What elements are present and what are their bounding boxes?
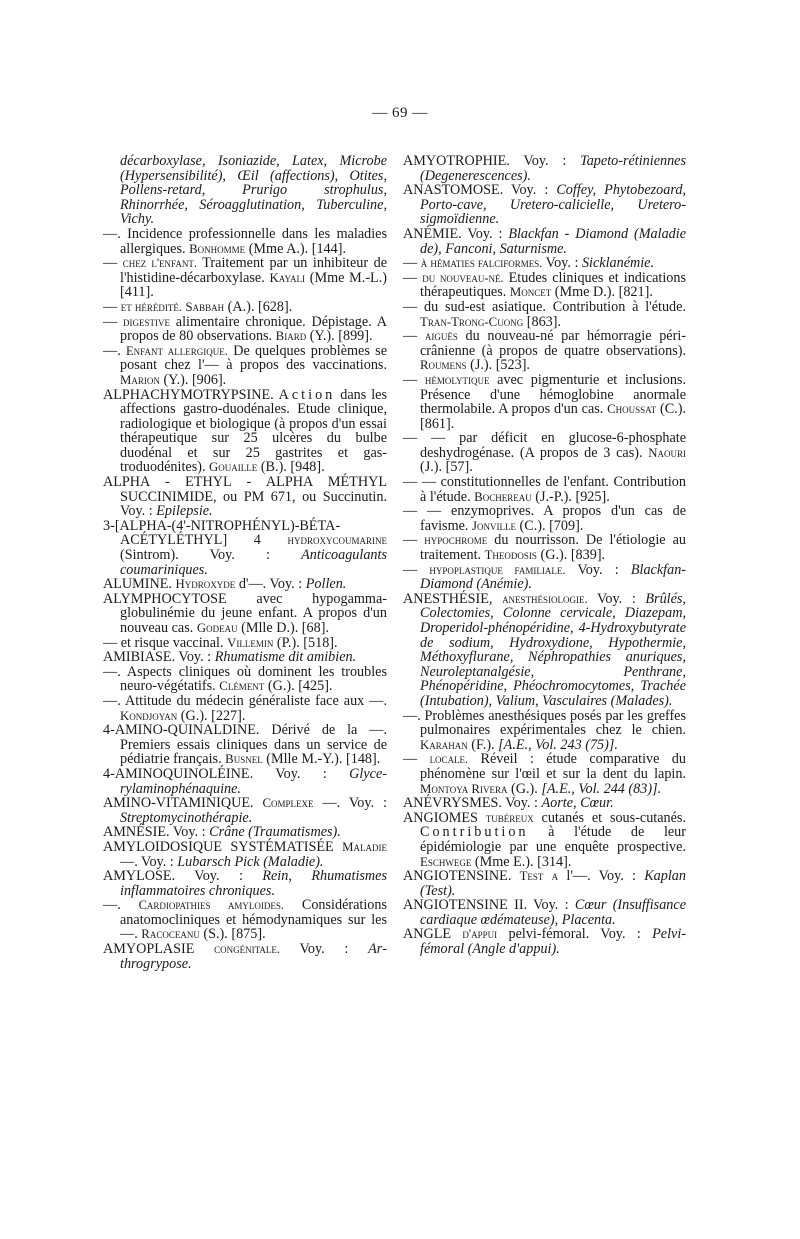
entry-text: AMYLOSE. Voy. :	[103, 868, 263, 885]
index-entry	[403, 796, 686, 811]
index-entry	[403, 752, 686, 796]
entry-text: hémolytique	[424, 372, 490, 387]
index-entry	[403, 475, 686, 504]
cross-reference-text: Kaplan (Test).	[420, 868, 686, 899]
entry-text: ANGIOTENSINE.	[403, 868, 520, 885]
cross-reference-text: Aorte, Cœur.	[541, 795, 614, 812]
entry-text: Voy. :	[280, 941, 369, 958]
left-column	[103, 154, 387, 971]
entry-text: (J.). [523].	[466, 357, 530, 374]
entry-text: —	[103, 298, 121, 315]
index-entry	[103, 519, 387, 577]
author-name: Godeau	[196, 621, 238, 635]
author-name: Test	[519, 869, 544, 884]
entry-text: hydroxycoumarine	[287, 533, 387, 548]
entry-text: (C.). [861].	[420, 401, 686, 432]
entry-text: —	[403, 255, 421, 272]
index-entry	[103, 388, 387, 476]
author-name: Theodosis	[484, 548, 537, 563]
entry-text: (G.). [425].	[264, 678, 333, 695]
entry-text: Traitement par un inhibiteur de l'histidine-décarboxylase.	[120, 255, 388, 286]
author-name: Sabbah	[185, 299, 225, 314]
cross-reference-text: Blackfan-Diamond (Anémie).	[420, 561, 687, 593]
index-entry	[403, 154, 686, 183]
entry-text: (Mlle D.). [68].	[237, 620, 329, 636]
cross-reference-text: Rhumatisme dit amibien.	[214, 649, 357, 666]
entry-text: —	[403, 532, 425, 549]
entry-text: anesthésiologie.	[502, 591, 588, 606]
author-name: Jonville	[472, 518, 516, 533]
index-entry	[403, 811, 686, 869]
cross-reference-text: [A.E., Vol. 244 (83)].	[541, 780, 662, 797]
index-entry	[403, 927, 686, 956]
entry-text: Voy. :	[587, 590, 646, 607]
entry-text: AMIBIASE. Voy. :	[103, 649, 215, 666]
index-entry	[403, 709, 686, 753]
index-entry	[103, 650, 387, 665]
entry-text: d'—. Voy. :	[235, 576, 306, 593]
entry-text: — du sud-est asiatique. Contribution à l'étude.	[403, 298, 686, 315]
author-name: Bochereau	[474, 489, 532, 504]
author-name: Montoya Rivera	[420, 781, 508, 796]
entry-text: et hérédité.	[120, 299, 182, 314]
entry-text: (Mme D.). [821].	[551, 284, 653, 301]
entry-text: —. Aspects cliniques où dominent les troubles neuro-végétatifs.	[103, 663, 387, 695]
author-name: Racoceanu	[141, 927, 200, 942]
cross-reference-text: Streptomycinothérapie.	[120, 809, 253, 826]
entry-text: hypoplastique familiale.	[429, 562, 566, 577]
cross-reference-text: Glycerylaminophénaquine.	[120, 765, 387, 797]
entry-text: (P.). [518].	[273, 634, 338, 651]
entry-text: dans les affections gastro-duodénales. Etude clinique, radiologique et biologique (à propos d'un essai thérapeutique sur 25 ulcères du bulbe duodénal et sur 25 gastrites et gastroduodénites).	[120, 386, 387, 476]
index-entry	[403, 533, 686, 562]
entry-text: (A.). [628].	[224, 298, 293, 315]
entry-text: —	[103, 255, 123, 272]
entry-text: (J.-P.). [925].	[531, 488, 610, 505]
entry-text: digestive	[122, 314, 170, 329]
entry-text: ALUMINE.	[103, 576, 176, 593]
entry-text: ALPHACHYMOTRYPSINE.	[103, 386, 279, 403]
entry-text: 3-[ALPHA-(4'-NITROPHÉNYL)-BÉTA-ACÉTYLÉTHYL] 4	[103, 517, 341, 549]
entry-text: —	[403, 561, 430, 578]
author-name: Naouri	[648, 445, 686, 460]
cross-reference-text: Pollen.	[305, 576, 347, 593]
index-entry	[103, 694, 387, 723]
entry-text: (Y.). [899].	[306, 328, 373, 345]
entry-text: —	[103, 313, 123, 330]
entry-text: —.	[103, 342, 127, 359]
entry-text: ANGLE	[403, 926, 463, 943]
index-entry	[103, 796, 387, 825]
entry-text: AMYLOIDOSIQUE SYSTÉMATISÉE	[103, 838, 343, 855]
index-entry	[403, 563, 686, 592]
author-name: Kayali	[269, 270, 305, 285]
index-entry	[103, 227, 387, 256]
entry-text: Contribution	[420, 824, 529, 841]
index-entry	[103, 665, 387, 694]
entry-text: —	[403, 371, 425, 388]
entry-text: 4-AMINOQUINOLÉINE. Voy. :	[103, 765, 350, 782]
author-name: Clément	[219, 679, 265, 694]
entry-text: chez l'enfant.	[122, 256, 197, 271]
entry-text: (C.). [709].	[515, 517, 584, 534]
index-entry	[403, 373, 686, 431]
entry-text: (Mme M.-L.) [411].	[120, 269, 387, 301]
cross-reference-text: décarboxylase, Isoniazide, Latex, Microbe (Hypersensibilité), Œil (affections), Otites, Pollens-retard, Prurigo strophulus, Rhinorrhée, Séroagglutination, Tuberculine, Vichy.	[120, 153, 387, 228]
entry-text: —. Incidence professionnelle dans les maladies allergiques.	[103, 225, 387, 257]
entry-text: d'appui	[462, 927, 498, 942]
entry-text: AMINO-VITAMINIQUE.	[103, 795, 263, 812]
author-name: Maladie	[342, 839, 387, 854]
page-number: — 69 —	[372, 105, 428, 121]
index-entry	[403, 592, 686, 709]
index-entry	[103, 577, 387, 592]
entry-text: — et risque vaccinal.	[103, 634, 228, 651]
entry-text: (S.). [875].	[199, 926, 266, 943]
index-entry	[103, 315, 387, 344]
author-name: Hydroxyde	[175, 577, 236, 592]
index-entry	[103, 840, 387, 869]
author-name: Roumens	[420, 358, 467, 373]
entry-text: avec pigmenturie et inclusions. Présence d'une hémoglobine anormale thermolabile. A propos d'un cas.	[420, 371, 686, 418]
entry-text: (F.).	[467, 736, 499, 753]
entry-text: ANESTHÉSIE,	[403, 590, 503, 607]
author-name: Gouaille	[209, 460, 258, 475]
entry-text: tubéreux	[485, 810, 534, 825]
cross-reference-text: Anticoagulants coumariniques.	[120, 547, 387, 578]
index-entry	[103, 154, 387, 227]
entry-text: pelvi-fémoral. Voy. :	[497, 926, 653, 943]
entry-text: (G.).	[507, 780, 542, 797]
entry-text: — — enzymoprives. A propos d'un cas de favisme.	[403, 503, 686, 534]
author-name: Busnel	[225, 752, 263, 767]
author-name: Moncet	[509, 285, 552, 300]
entry-text: AMYOTROPHIE. Voy. :	[403, 153, 581, 169]
entry-text: —	[403, 328, 425, 345]
entry-text: à hématies falciformes.	[420, 256, 543, 271]
entry-text: (G.). [227].	[177, 707, 246, 724]
author-name: Villemin	[227, 635, 274, 650]
index-entry	[403, 300, 686, 329]
cross-reference-text: Pelvi-fémoral (Angle d'appui).	[420, 926, 686, 958]
index-entry	[403, 271, 686, 300]
entry-text: De quelques problèmes se posant chez l'— à propos des vaccinations.	[120, 342, 387, 374]
entry-text: Voy. :	[542, 255, 582, 272]
author-name: Choussat	[607, 402, 657, 417]
index-entry	[103, 300, 387, 315]
author-name: Biard	[275, 329, 307, 344]
entry-text: ANGIOTENSINE II. Voy. :	[403, 897, 575, 914]
entry-text: —	[403, 751, 430, 768]
cross-reference-text: [A.E., Vol. 243 (75)].	[498, 736, 618, 753]
index-entry	[103, 767, 387, 796]
index-entry	[403, 329, 686, 373]
entry-text: Réveil : étude comparative du phénomène sur l'œil et sur la dent du lapin.	[420, 751, 686, 782]
index-entry	[103, 475, 387, 519]
entry-text: [863].	[523, 313, 562, 330]
entry-text: aiguës	[424, 329, 458, 344]
entry-text: —.	[103, 897, 139, 914]
entry-text: —. Problèmes anesthésiques posés par les greffes pulmonaires expérimentales chez le chien.	[403, 707, 686, 739]
entry-text: Action	[278, 386, 336, 403]
entry-text: — — par déficit en glucose-6-phosphate deshydrogénase. (A propos de 3 cas).	[403, 430, 686, 461]
index-entry	[403, 227, 686, 256]
entry-text: (Mlle M.-Y.). [148].	[262, 751, 381, 768]
cross-reference-text: Lubarsch Pick (Maladie).	[177, 853, 324, 870]
entry-text: hypochrome	[424, 533, 488, 548]
cross-reference-text: Epilepsie.	[156, 503, 213, 520]
entry-text: a	[551, 869, 559, 884]
entry-text: (Sintrom). Voy. :	[120, 547, 302, 564]
index-entry	[403, 431, 686, 475]
entry-text: alimentaire chronique. Dépistage. A propos de 80 observations.	[120, 313, 387, 345]
cross-reference-text: Blackfan - Diamond (Maladie de), Fanconi, Saturnisme.	[420, 225, 686, 257]
index-entry	[103, 825, 387, 840]
cross-reference-text: Arthrogrypose.	[120, 941, 387, 972]
entry-text: (Y.). [906].	[159, 371, 227, 388]
cross-reference-text: Coffey, Phytobezoard, Porto-cave, Uretero-calicielle, Uretero-sigmoïdienne.	[420, 182, 687, 228]
index-entry	[103, 592, 387, 636]
entry-text: Etudes cliniques et indications thérapeutiques.	[420, 269, 687, 301]
author-name: Karahan	[420, 737, 468, 752]
index-entry	[403, 898, 686, 927]
entry-text: congénitale.	[214, 942, 281, 957]
entry-text: ALPHA - ETHYL - ALPHA MÉTHYL SUCCINIMIDE, ou PM 671, ou Succinutin. Voy. :	[103, 474, 387, 520]
cross-reference-text: Cœur (Insuffisance cardiaque œdémateuse), Placenta.	[420, 897, 686, 928]
entry-text	[543, 868, 551, 884]
entry-text: l'—. Voy. :	[558, 868, 645, 885]
entry-text: ANÉVRYSMES. Voy. :	[403, 795, 542, 812]
entry-text: 4-AMINO-QUINALDINE. Dérivé de la —. Premiers essais cliniques dans un service de pédiatrie français.	[103, 722, 387, 768]
author-name: Kondjoyan	[120, 708, 178, 723]
entry-text: —. Voy. :	[313, 795, 387, 812]
author-name: Eschwege	[420, 854, 472, 869]
entry-text: (B.). [948].	[257, 459, 325, 476]
cross-reference-text: Tapeto-rétiniennes (Degenerescences).	[420, 153, 686, 184]
entry-text: —	[403, 269, 423, 286]
author-name: Complexe	[262, 796, 314, 811]
index-entry	[403, 869, 686, 898]
entry-text: du nouveau-né.	[422, 270, 504, 285]
index-entry	[103, 942, 387, 971]
entry-text: AMYOPLASIE	[103, 941, 215, 958]
right-column	[403, 154, 686, 957]
index-entry	[103, 723, 387, 767]
entry-text: cutanés et sous-cutanés.	[533, 809, 686, 826]
author-name: Tran-Trong-Cuong	[420, 314, 524, 329]
entry-text: (Mme A.). [144].	[245, 240, 347, 257]
entry-text: AMNÉSIE. Voy. :	[103, 824, 210, 841]
index-entry	[103, 344, 387, 388]
index-entry	[103, 256, 387, 300]
entry-text: du nouveau-né par hémorragie péri-crânienne (à propos de quatre observations).	[420, 328, 686, 359]
index-entry	[103, 898, 387, 942]
entry-text: ANGIOMES	[403, 809, 486, 826]
index-entry	[403, 504, 686, 533]
cross-reference-text: Rein, Rhumatismes inflammatoires chroniques.	[120, 868, 387, 899]
index-entry	[403, 183, 686, 227]
entry-text: Considérations anatomocliniques et hémodynamiques sur les —.	[120, 897, 387, 943]
entry-text: — — constitutionnelles de l'enfant. Contribution à l'étude.	[403, 474, 686, 505]
cross-reference-text: Crâne (Traumatismes).	[209, 824, 341, 841]
entry-text: —. Voy. :	[120, 853, 178, 870]
entry-text: Cardiopathies amyloides.	[138, 898, 285, 913]
author-name: Bonhomme	[189, 241, 246, 256]
index-entry	[403, 256, 686, 271]
entry-text: Voy. :	[565, 561, 631, 578]
entry-text: (J.). [57].	[420, 459, 473, 476]
entry-text: (Mme E.). [314].	[471, 853, 572, 870]
entry-text: locale.	[429, 752, 469, 767]
entry-text: —. Attitude du médecin généraliste face aux —.	[103, 692, 387, 709]
entry-text: du nourrisson. De l'étiologie au traitement.	[420, 532, 686, 564]
author-name: Marion	[120, 372, 160, 387]
entry-text: (G.). [839].	[536, 547, 606, 564]
cross-reference-text: Sicklanémie.	[581, 255, 655, 272]
cross-reference-text: Brûlés, Colectomies, Colonne cervicale, Diazepam, Droperidol-phénopéridine, 4-Hydroxybutyrate de sodium, Hydroxydione, Hypothermie, Méthoxyflurane, Néphropathies anuriques, Neuroleptanalgésie, Penthrane, Phénopéridine, Phéochromocytomes, Trachée (Intubation), Valium, Vasculaires (Malades).	[420, 590, 686, 709]
entry-text: à l'étude de leur épidémiologie par une enquête prospective.	[420, 824, 686, 855]
index-entry	[103, 636, 387, 651]
index-entry	[103, 869, 387, 898]
entry-text: ALYMPHOCYTOSE avec hypogammaglobulinémie du jeune enfant. A propos d'un nouveau cas.	[103, 590, 387, 636]
entry-text: ANÉMIE. Voy. :	[403, 225, 509, 242]
entry-text: ANASTOMOSE. Voy. :	[403, 182, 557, 199]
entry-text: Enfant allergique.	[126, 343, 228, 358]
